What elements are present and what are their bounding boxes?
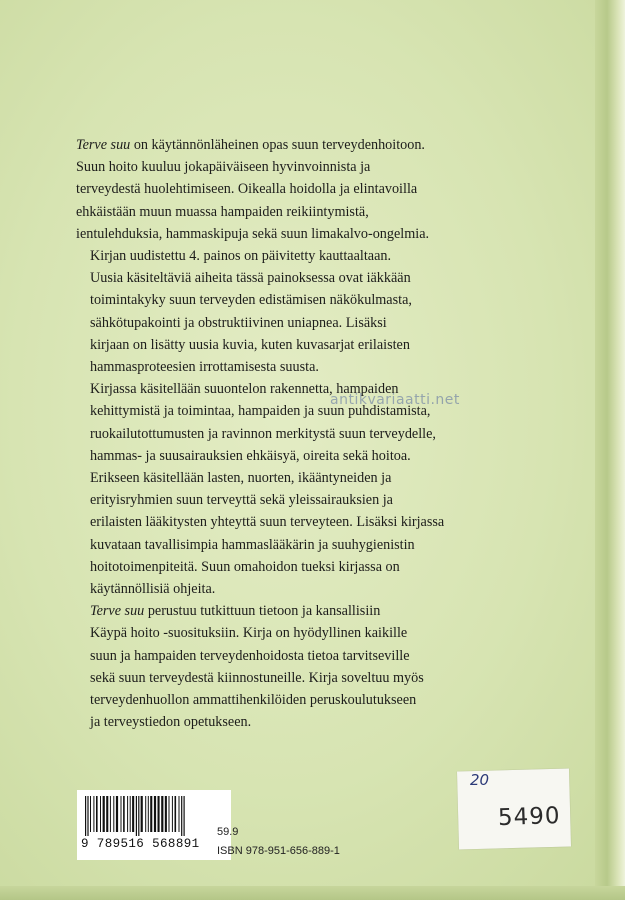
text-run: Käypä hoito -suosituksiin. Kirja on hyödyllinen kaikille <box>90 625 408 642</box>
handwritten-price: 5490 <box>497 802 561 832</box>
text-run: erilaisten lääkitysten yhteyttä suun terveyteen. Lisäksi kirjassa <box>90 514 445 531</box>
text-line <box>76 178 546 200</box>
text-run: kirjaan on lisätty uusia kuvia, kuten kuvasarjat erilaisten <box>90 336 410 353</box>
text-run: käytännöllisiä ohjeita. <box>90 581 216 598</box>
watermark: antikvariaatti.net <box>330 392 460 408</box>
barcode-bars <box>83 796 225 836</box>
barcode-bar <box>90 796 91 832</box>
text-line <box>76 156 546 178</box>
barcode-bar <box>175 796 177 832</box>
text-run: hammas- ja suusairauksien ehkäisyä, oireita sekä hoitoa. <box>90 447 411 464</box>
paragraph <box>76 134 546 245</box>
text-run: kuvataan tavallisimpia hammaslääkärin ja suuhygienistin <box>90 536 415 553</box>
barcode-bar <box>158 796 160 832</box>
text-line <box>76 489 546 511</box>
paragraph <box>76 378 546 600</box>
text-run: Uusia käsiteltäviä aiheita tässä painoksessa ovat iäkkään <box>90 270 411 287</box>
barcode-bar <box>161 796 163 832</box>
barcode-bar <box>169 796 170 832</box>
barcode-bar <box>123 796 125 832</box>
barcode-bar <box>132 796 134 832</box>
text-line <box>76 378 546 400</box>
barcode-bar <box>184 796 185 836</box>
cover-spine-edge <box>595 0 625 900</box>
barcode-bar <box>85 796 86 836</box>
text-line <box>76 467 546 489</box>
barcode-bar <box>148 796 149 832</box>
text-line <box>76 511 546 533</box>
text-line <box>76 667 546 689</box>
book-title: Terve suu <box>76 137 131 153</box>
text-run: hammasproteesien irrottamisesta suusta. <box>90 359 319 376</box>
handwritten-note: 20 <box>470 771 490 789</box>
text-line <box>76 423 546 445</box>
barcode-bar <box>116 796 118 832</box>
text-line <box>76 445 546 467</box>
text-line <box>76 622 546 644</box>
text-run: sekä suun terveydestä kiinnostuneille. Kirja soveltuu myös <box>90 669 424 686</box>
book-title: Terve suu <box>90 603 145 620</box>
barcode-bar <box>181 796 182 836</box>
text-run: toimintakyky suun terveyden edistämisen näkökulmasta, <box>90 292 412 309</box>
blurb-text <box>76 134 546 733</box>
text-run: hoitotoimenpiteitä. Suun omahoidon tueksi kirjassa on <box>90 558 400 575</box>
text-run: Suun hoito kuuluu jokapäiväiseen hyvinvoinnista ja <box>76 159 371 176</box>
barcode-bar <box>127 796 128 832</box>
text-run: perustuu tutkittuun tietoon ja kansallisiin <box>144 603 381 620</box>
barcode-bar <box>103 796 105 832</box>
text-run: terveydestä huolehtimiseen. Oikealla hoidolla ja elintavoilla <box>76 181 418 198</box>
text-line <box>76 711 546 733</box>
classification-code: 59.9 <box>217 826 239 838</box>
paragraph <box>76 245 546 378</box>
paragraph <box>76 600 546 733</box>
barcode-bar <box>130 796 131 832</box>
barcode-digits: 9 789516 568891 <box>81 837 200 851</box>
barcode-bar <box>165 796 167 832</box>
text-line <box>76 245 546 267</box>
barcode-bar <box>100 796 101 832</box>
text-run: Erikseen käsitellään lasten, nuorten, ikääntyneiden ja <box>90 470 392 487</box>
barcode-bar <box>96 796 98 832</box>
barcode-bar <box>150 796 152 832</box>
text-run: terveydenhuollon ammattihenkilöiden peruskoulutukseen <box>90 692 417 709</box>
barcode-bar <box>110 796 111 832</box>
text-line <box>76 312 546 334</box>
text-line <box>76 267 546 289</box>
text-line <box>76 645 546 667</box>
text-line <box>76 356 546 378</box>
barcode-bar <box>179 796 180 832</box>
text-run: ja terveystiedon opetukseen. <box>90 714 252 731</box>
barcode-bar <box>113 796 114 832</box>
text-line <box>76 334 546 356</box>
text-line <box>76 600 546 622</box>
barcode-bar <box>172 796 173 832</box>
text-line <box>76 578 546 600</box>
text-line <box>76 223 546 245</box>
text-run: erityisryhmien suun terveyttä sekä yleissairauksien ja <box>90 492 393 509</box>
text-line <box>76 201 546 223</box>
text-run: ruokailutottumusten ja ravinnon merkitystä suun terveydelle, <box>90 425 436 442</box>
text-run: Kirjan uudistettu 4. painos on päivitetty kauttaaltaan. <box>90 248 392 265</box>
barcode-bar <box>87 796 88 836</box>
text-run: sähkötupakointi ja obstruktiivinen uniapnea. Lisäksi <box>90 314 387 331</box>
text-line <box>76 134 546 156</box>
text-run: suun ja hampaiden terveydenhoidosta tietoa tarvitseville <box>90 647 410 664</box>
text-line <box>76 689 546 711</box>
barcode-bar <box>138 796 139 836</box>
text-run: on käytännönläheinen opas suun terveydenhoitoon. <box>130 137 425 153</box>
isbn: ISBN 978-951-656-889-1 <box>217 845 340 857</box>
barcode-bar <box>93 796 94 832</box>
barcode-bar <box>106 796 108 832</box>
text-line <box>76 289 546 311</box>
text-run: ientulehduksia, hammaskipuja sekä suun limakalvo-ongelmia. <box>76 225 430 242</box>
barcode-bar <box>141 796 143 832</box>
cover-bottom-edge <box>0 886 625 900</box>
barcode <box>77 790 231 860</box>
text-line <box>76 534 546 556</box>
text-line <box>76 556 546 578</box>
text-line <box>76 400 546 422</box>
barcode-bar <box>136 796 137 836</box>
text-run: kehittymistä ja toimintaa, hampaiden ja suun puhdistamista, <box>90 403 431 420</box>
barcode-bar <box>145 796 146 832</box>
barcode-bar <box>154 796 156 832</box>
text-run: Kirjassa käsitellään suuontelon rakennetta, hampaiden <box>90 381 399 398</box>
text-run: ehkäistään muun muassa hampaiden reikiintymistä, <box>76 203 369 220</box>
barcode-bar <box>121 796 122 832</box>
